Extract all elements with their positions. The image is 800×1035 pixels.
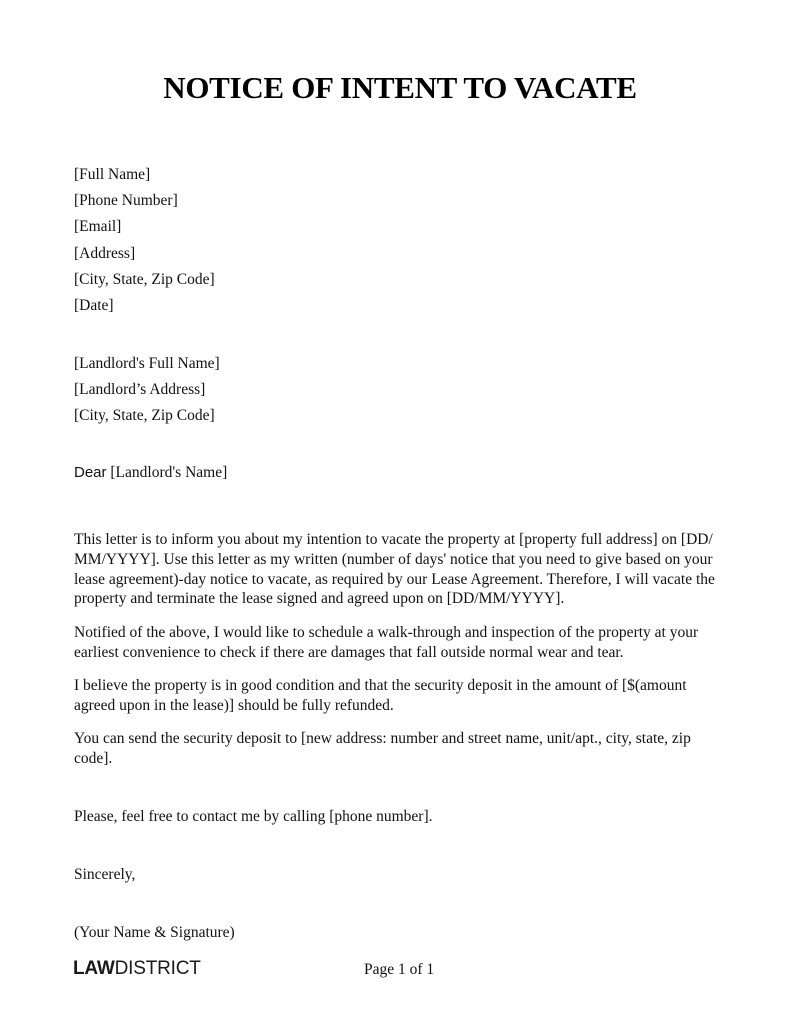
salutation bbox=[74, 464, 227, 482]
body-paragraph-intent: This letter is to inform you about my intention to vacate the property at [property full address] on [DD/ MM/YYYY]. Use this letter as my written (number of days' notice that you need to give based on your lease agreement)-day notice to vacate, as required by our Lease Agreement. Therefore, I will vacate the property and terminate the lease signed and agreed upon on [DD/MM/YYYY]. bbox=[74, 531, 715, 608]
sender-phone-number: [Phone Number] bbox=[74, 192, 178, 210]
logo-district-text: DISTRICT bbox=[114, 958, 201, 979]
logo-law-text: LAW bbox=[73, 958, 115, 979]
landlord-address: [Landlord’s Address] bbox=[74, 381, 206, 399]
sender-full-name: [Full Name] bbox=[74, 166, 151, 183]
closing: Sincerely, bbox=[74, 866, 136, 883]
landlord-full-name: [Landlord's Full Name] bbox=[74, 355, 220, 372]
sender-email: [Email] bbox=[74, 218, 122, 236]
landlord-city-state-zip: [City, State, Zip Code] bbox=[74, 407, 215, 425]
body-paragraph-forwarding-address: You can send the security deposit to [new address: number and street name, unit/apt., city, state, zip code]. bbox=[74, 730, 691, 767]
signature-line: (Your Name & Signature) bbox=[74, 924, 235, 941]
salutation-name: [Landlord's Name] bbox=[110, 464, 228, 481]
document-title: NOTICE OF INTENT TO VACATE bbox=[163, 70, 637, 105]
recipient-info-block bbox=[74, 351, 220, 430]
sender-date: [Date] bbox=[74, 296, 114, 314]
body-paragraph-inspection: Notified of the above, I would like to schedule a walk-through and inspection of the property at your earliest convenience to check if there are damages that fall outside normal wear and tear. bbox=[74, 624, 699, 661]
body-paragraph-deposit: I believe the property is in good condition and that the security deposit in the amount of [$(amount agreed upon in the lease)] should be fully refunded. bbox=[74, 677, 687, 714]
lawdistrict-logo bbox=[73, 958, 201, 980]
sender-city-state-zip: [City, State, Zip Code] bbox=[74, 270, 215, 288]
sender-info-block bbox=[74, 162, 215, 319]
sender-address: [Address] bbox=[74, 244, 136, 262]
page-number: Page 1 of 1 bbox=[364, 961, 435, 978]
salutation-greeting: Dear bbox=[74, 464, 107, 481]
contact-line: Please, feel free to contact me by calling [phone number]. bbox=[74, 808, 433, 825]
